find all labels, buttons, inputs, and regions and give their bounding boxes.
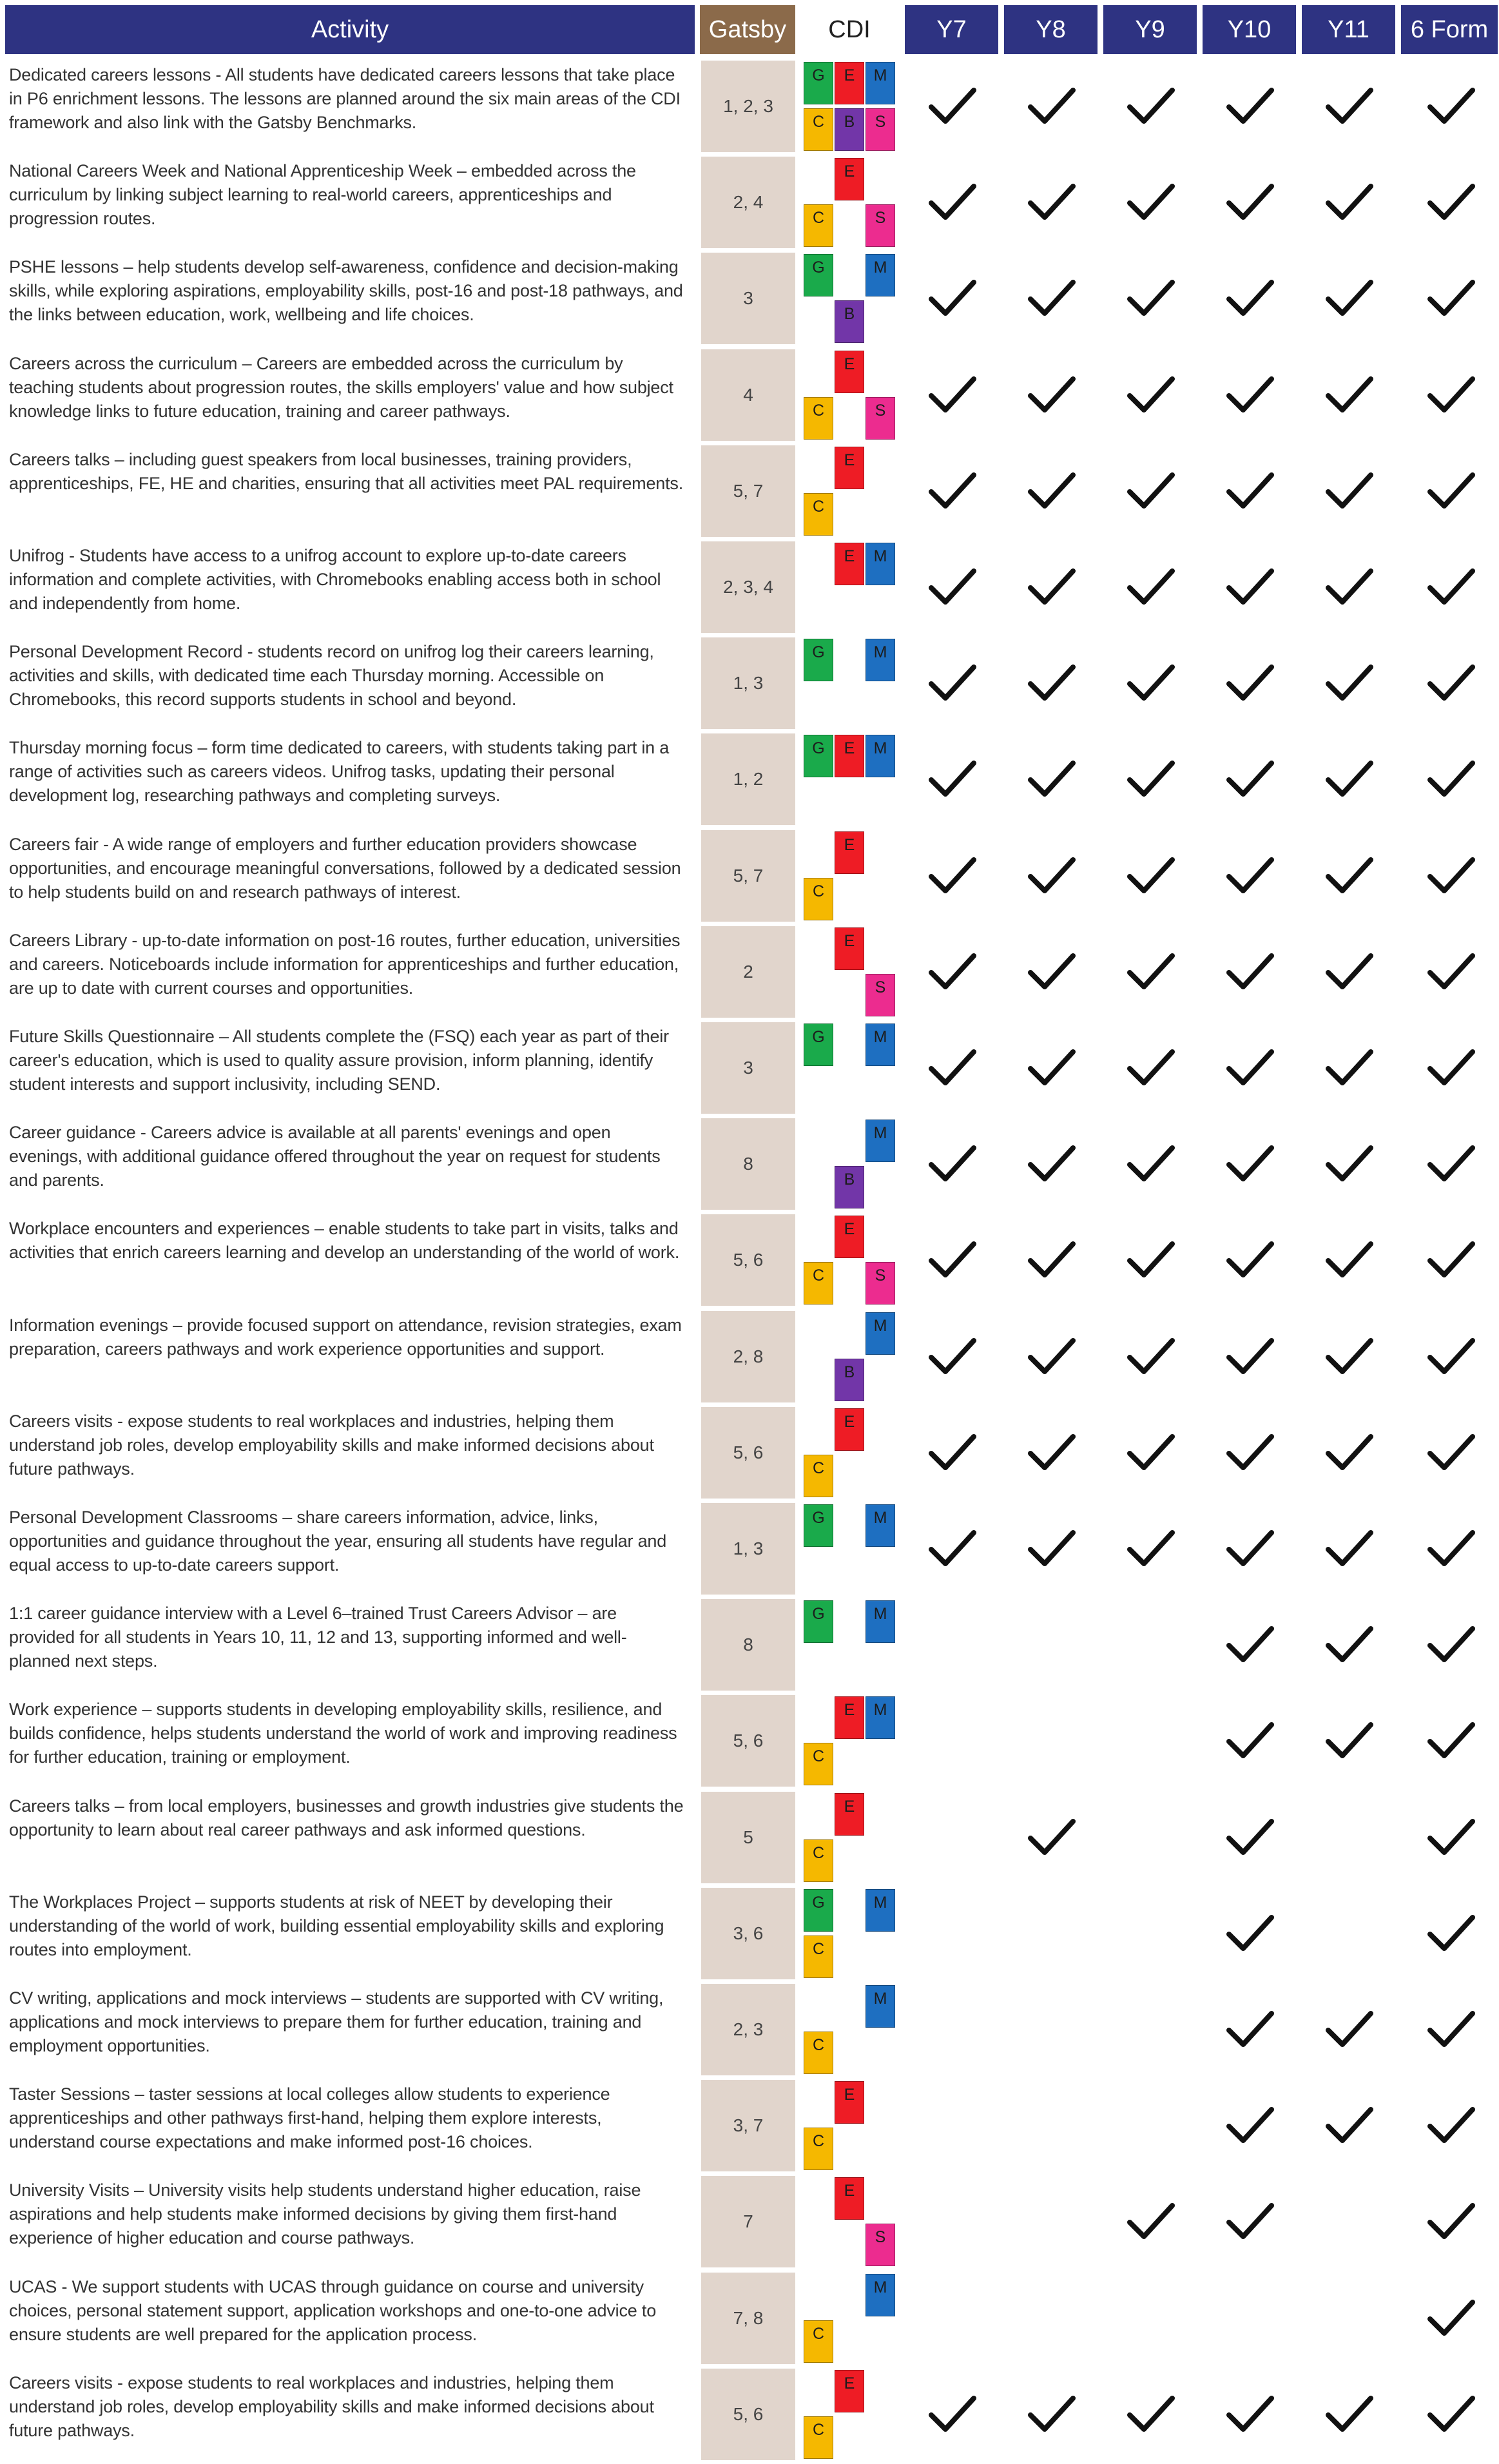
- cdi-badge-m: M: [866, 1120, 895, 1162]
- cdi-areas: [804, 2081, 900, 2173]
- cdi-badge-m: M: [866, 543, 895, 585]
- cdi-badge-e: E: [835, 735, 864, 777]
- gatsby-benchmarks: 2, 4: [701, 157, 795, 248]
- table-row: [0, 1116, 1499, 1212]
- check-icon: [1121, 462, 1179, 520]
- table-row: [0, 1020, 1499, 1116]
- table-row: [0, 731, 1499, 828]
- gatsby-benchmarks: 5, 6: [701, 1214, 795, 1306]
- header-cdi: CDI: [800, 5, 898, 54]
- activity-description: Unifrog - Students have access to a unifrog account to explore up-to-date careers information and complete activities, with Chromebooks enabling access both in school and independently from home.: [9, 546, 661, 613]
- cdi-areas: [804, 1216, 900, 1307]
- check-icon: [922, 558, 980, 616]
- check-icon: [1421, 1809, 1479, 1867]
- header-year-y7: Y7: [905, 5, 998, 54]
- check-icon: [1319, 2385, 1377, 2443]
- cdi-badge-s: S: [866, 397, 895, 440]
- check-icon: [1421, 269, 1479, 327]
- cdi-areas: [804, 831, 900, 923]
- activity-description: Careers talks – from local employers, businesses and growth industries give students the opportunity to learn about real career pathways and ask informed questions.: [9, 1796, 684, 1839]
- cdi-areas: [804, 1504, 900, 1596]
- activity-description: Careers talks – including guest speakers from local businesses, training providers, apprenticeships, FE, HE and charities, ensuring that all activities meet PAL requirements.: [9, 449, 684, 493]
- check-icon: [922, 1135, 980, 1193]
- check-icon: [1421, 1520, 1479, 1578]
- check-icon: [1421, 1039, 1479, 1097]
- check-icon: [1121, 1039, 1179, 1097]
- cdi-areas: [804, 1408, 900, 1500]
- check-icon: [1421, 173, 1479, 231]
- check-icon: [1319, 1424, 1377, 1482]
- check-icon: [1319, 1328, 1377, 1386]
- cdi-badge-c: C: [804, 2032, 833, 2074]
- check-icon: [922, 2385, 980, 2443]
- check-icon: [1220, 269, 1278, 327]
- check-icon: [1121, 654, 1179, 712]
- gatsby-benchmarks: 2, 3: [701, 1984, 795, 2075]
- check-icon: [1421, 366, 1479, 424]
- check-icon: [922, 1231, 980, 1289]
- cdi-areas: [804, 543, 900, 634]
- header-activity: Activity: [5, 5, 695, 54]
- check-icon: [1121, 366, 1179, 424]
- table-row: [0, 58, 1499, 155]
- gatsby-benchmarks: 7, 8: [701, 2273, 795, 2364]
- check-icon: [1421, 462, 1479, 520]
- table-row: [0, 635, 1499, 732]
- check-icon: [1220, 173, 1278, 231]
- check-icon: [1421, 1905, 1479, 1963]
- check-icon: [1121, 558, 1179, 616]
- check-icon: [1319, 750, 1377, 808]
- gatsby-benchmarks: 2, 8: [701, 1311, 795, 1402]
- cdi-badge-b: B: [835, 1166, 864, 1208]
- check-icon: [1121, 847, 1179, 905]
- gatsby-benchmarks: 5, 6: [701, 1695, 795, 1787]
- check-icon: [1220, 1424, 1278, 1482]
- check-icon: [1319, 2001, 1377, 2059]
- gatsby-benchmarks: 5, 6: [701, 2369, 795, 2460]
- check-icon: [1319, 654, 1377, 712]
- gatsby-benchmarks: 1, 3: [701, 1503, 795, 1595]
- check-icon: [1319, 2097, 1377, 2155]
- check-icon: [922, 269, 980, 327]
- gatsby-benchmarks: 2, 3, 4: [701, 541, 795, 633]
- cdi-badge-c: C: [804, 204, 833, 247]
- cdi-badge-e: E: [835, 1696, 864, 1739]
- gatsby-benchmarks: 4: [701, 349, 795, 441]
- check-icon: [922, 1520, 980, 1578]
- cdi-areas: [804, 2177, 900, 2269]
- table-row: [0, 2173, 1499, 2270]
- cdi-badge-e: E: [835, 2370, 864, 2412]
- gatsby-benchmarks: 1, 3: [701, 637, 795, 729]
- header-year-y10: Y10: [1203, 5, 1296, 54]
- check-icon: [1220, 750, 1278, 808]
- gatsby-benchmarks: 5: [701, 1792, 795, 1883]
- cdi-areas: [804, 639, 900, 730]
- activity-description: Thursday morning focus – form time dedicated to careers, with students taking part in a range of activities such as careers videos. Unifrog tasks, updating their personal development log, researching pathways and completing surveys.: [9, 738, 670, 806]
- check-icon: [922, 462, 980, 520]
- check-icon: [1319, 1520, 1377, 1578]
- check-icon: [1220, 1135, 1278, 1193]
- check-icon: [1421, 847, 1479, 905]
- gatsby-benchmarks: 3: [701, 253, 795, 344]
- check-icon: [1021, 1231, 1079, 1289]
- table-row: [0, 154, 1499, 251]
- check-icon: [1021, 558, 1079, 616]
- cdi-badge-g: G: [804, 735, 833, 777]
- gatsby-benchmarks: 8: [701, 1118, 795, 1210]
- check-icon: [1121, 2385, 1179, 2443]
- gatsby-benchmarks: 7: [701, 2176, 795, 2267]
- activity-description: Future Skills Questionnaire – All students complete the (FSQ) each year as part of their career's education, which is used to quality assure provision, inform planning, identify student interests and support inclusivity, including SEND.: [9, 1027, 669, 1094]
- table-row: [0, 1596, 1499, 1693]
- check-icon: [1121, 1424, 1179, 1482]
- check-icon: [1421, 750, 1479, 808]
- cdi-badge-m: M: [866, 1023, 895, 1066]
- table-row: [0, 1981, 1499, 2078]
- cdi-badge-m: M: [866, 62, 895, 104]
- check-icon: [1021, 173, 1079, 231]
- cdi-areas: [804, 447, 900, 538]
- cdi-areas: [804, 2370, 900, 2461]
- check-icon: [1319, 1616, 1377, 1674]
- check-icon: [1121, 1328, 1179, 1386]
- check-icon: [1421, 2097, 1479, 2155]
- check-icon: [1220, 1905, 1278, 1963]
- check-icon: [1319, 1231, 1377, 1289]
- cdi-badge-b: B: [835, 300, 864, 343]
- table-row: [0, 2270, 1499, 2367]
- activity-description: 1:1 career guidance interview with a Level 6–trained Trust Careers Advisor – are provided for all students in Years 10, 11, 12 and 13, supporting informed and well-planned next steps.: [9, 1604, 627, 1671]
- check-icon: [1121, 1231, 1179, 1289]
- check-icon: [1421, 2385, 1479, 2443]
- check-icon: [1021, 1135, 1079, 1193]
- cdi-areas: [804, 927, 900, 1019]
- cdi-badge-e: E: [835, 2177, 864, 2220]
- check-icon: [1220, 1712, 1278, 1770]
- cdi-badge-c: C: [804, 2416, 833, 2459]
- gatsby-benchmarks: 3, 7: [701, 2080, 795, 2171]
- check-icon: [1421, 1231, 1479, 1289]
- activity-description: Careers Library - up-to-date information on post-16 routes, further education, universities and careers. Noticeboards include information for apprenticeships and further education, are up to date with current courses and opportunities.: [9, 930, 681, 998]
- cdi-badge-e: E: [835, 2081, 864, 2124]
- activity-description: PSHE lessons – help students develop self-awareness, confidence and decision-making skills, while exploring aspirations, employability skills, post-16 and post-18 pathways, and the links between education, work, wellbeing and life choices.: [9, 257, 683, 325]
- check-icon: [1421, 1135, 1479, 1193]
- header-year-6-form: 6 Form: [1401, 5, 1498, 54]
- check-icon: [1021, 1424, 1079, 1482]
- gatsby-benchmarks: 8: [701, 1599, 795, 1691]
- table-header: [0, 0, 1499, 55]
- check-icon: [1421, 2289, 1479, 2347]
- activity-description: Taster Sessions – taster sessions at local colleges allow students to experience apprenticeships and other pathways first-hand, helping them explore interests, understand course expectations and make informed post-16 choices.: [9, 2084, 610, 2152]
- cdi-badge-c: C: [804, 2128, 833, 2170]
- check-icon: [922, 1328, 980, 1386]
- check-icon: [1319, 77, 1377, 135]
- activity-description: Personal Development Classrooms – share careers information, advice, links, opportunities and guidance throughout the year, ensuring all students have regular and equal access to up-to-date careers support.: [9, 1508, 667, 1575]
- cdi-areas: [804, 1120, 900, 1211]
- header-gatsby: Gatsby: [700, 5, 795, 54]
- check-icon: [1021, 366, 1079, 424]
- check-icon: [1220, 943, 1278, 1001]
- cdi-badge-m: M: [866, 639, 895, 681]
- header-year-y9: Y9: [1103, 5, 1197, 54]
- cdi-badge-c: C: [804, 1743, 833, 1785]
- cdi-areas: [804, 351, 900, 442]
- check-icon: [1421, 77, 1479, 135]
- check-icon: [922, 1039, 980, 1097]
- cdi-badge-m: M: [866, 735, 895, 777]
- check-icon: [1220, 1039, 1278, 1097]
- cdi-badge-g: G: [804, 1023, 833, 1066]
- table-row: [0, 1885, 1499, 1982]
- cdi-areas: [804, 1985, 900, 2077]
- header-year-y8: Y8: [1004, 5, 1098, 54]
- check-icon: [1220, 2385, 1278, 2443]
- check-icon: [1021, 750, 1079, 808]
- check-icon: [1421, 1328, 1479, 1386]
- check-icon: [1421, 943, 1479, 1001]
- check-icon: [1021, 2385, 1079, 2443]
- check-icon: [1220, 1616, 1278, 1674]
- gatsby-benchmarks: 5, 7: [701, 830, 795, 922]
- check-icon: [1121, 750, 1179, 808]
- cdi-badge-e: E: [835, 1216, 864, 1258]
- check-icon: [1319, 1039, 1377, 1097]
- check-icon: [1421, 2193, 1479, 2251]
- check-icon: [1220, 2097, 1278, 2155]
- cdi-badge-c: C: [804, 1839, 833, 1882]
- check-icon: [1319, 1712, 1377, 1770]
- cdi-badge-g: G: [804, 254, 833, 296]
- cdi-badge-c: C: [804, 1935, 833, 1978]
- check-icon: [1319, 366, 1377, 424]
- check-icon: [1220, 1520, 1278, 1578]
- check-icon: [1021, 269, 1079, 327]
- check-icon: [1220, 1328, 1278, 1386]
- activity-description: The Workplaces Project – supports students at risk of NEET by developing their understanding of the world of work, building essential employability skills and exploring routes into employment.: [9, 1892, 664, 1959]
- check-icon: [922, 173, 980, 231]
- check-icon: [1021, 943, 1079, 1001]
- table-row: [0, 2077, 1499, 2174]
- activity-description: Careers visits - expose students to real workplaces and industries, helping them understand job roles, develop employability skills and make informed decisions about future pathways.: [9, 1411, 654, 1479]
- check-icon: [1021, 1328, 1079, 1386]
- table-row: [0, 924, 1499, 1020]
- cdi-areas: [804, 735, 900, 826]
- cdi-badge-m: M: [866, 1696, 895, 1739]
- cdi-badge-g: G: [804, 62, 833, 104]
- check-icon: [1021, 847, 1079, 905]
- cdi-badge-s: S: [866, 204, 895, 247]
- check-icon: [1121, 1135, 1179, 1193]
- cdi-badge-c: C: [804, 2320, 833, 2363]
- check-icon: [1021, 1809, 1079, 1867]
- activity-description: Work experience – supports students in developing employability skills, resilience, and builds confidence, helps students understand the world of work and improving readiness for further education, training or employment.: [9, 1700, 677, 1767]
- check-icon: [922, 654, 980, 712]
- table-row: [0, 1308, 1499, 1405]
- cdi-badge-e: E: [835, 1408, 864, 1451]
- check-icon: [922, 943, 980, 1001]
- check-icon: [1220, 77, 1278, 135]
- cdi-badge-e: E: [835, 543, 864, 585]
- activity-description: Dedicated careers lessons - All students have dedicated careers lessons that take place in P6 enrichment lessons. The lessons are planned around the six main areas of the CDI framework and also link with the Gatsby Benchmarks.: [9, 65, 681, 132]
- cdi-areas: [804, 1600, 900, 1692]
- activity-description: Careers fair - A wide range of employers and further education providers showcase opportunities, and encourage meaningful conversations, followed by a dedicated session to help students build on and research pathways of interest.: [9, 834, 681, 902]
- activity-description: Careers across the curriculum – Careers are embedded across the curriculum by teaching students about progression routes, the skills employers' value and how subject knowledge links to future education, training and career pathways.: [9, 353, 673, 421]
- table-row: [0, 828, 1499, 924]
- check-icon: [1421, 558, 1479, 616]
- cdi-badge-c: C: [804, 1455, 833, 1497]
- cdi-areas: [804, 158, 900, 249]
- check-icon: [1319, 943, 1377, 1001]
- cdi-areas: [804, 1023, 900, 1115]
- cdi-badge-g: G: [804, 1889, 833, 1932]
- check-icon: [1121, 1520, 1179, 1578]
- cdi-areas: [804, 1696, 900, 1788]
- cdi-badge-m: M: [866, 254, 895, 296]
- activity-description: CV writing, applications and mock interviews – students are supported with CV writing, applications and mock interviews to prepare them for further education, training and employment opportunities.: [9, 1988, 664, 2055]
- header-year-y11: Y11: [1302, 5, 1395, 54]
- check-icon: [1021, 1520, 1079, 1578]
- table-row: [0, 250, 1499, 347]
- check-icon: [1121, 77, 1179, 135]
- cdi-areas: [804, 1793, 900, 1885]
- cdi-badge-e: E: [835, 62, 864, 104]
- check-icon: [1319, 847, 1377, 905]
- check-icon: [1021, 654, 1079, 712]
- cdi-badge-c: C: [804, 108, 833, 151]
- check-icon: [1220, 558, 1278, 616]
- table-row: [0, 443, 1499, 539]
- activity-description: Career guidance - Careers advice is available at all parents' evenings and open evenings, with additional guidance offered throughout the year on request for students and parents.: [9, 1123, 661, 1190]
- cdi-badge-m: M: [866, 1504, 895, 1547]
- cdi-areas: [804, 62, 900, 153]
- table-row: [0, 1500, 1499, 1597]
- check-icon: [1421, 654, 1479, 712]
- check-icon: [1021, 77, 1079, 135]
- activity-description: University Visits – University visits help students understand higher education, raise aspirations and help students make informed decisions by giving them first-hand experience of higher education and course pathways.: [9, 2180, 641, 2248]
- cdi-badge-c: C: [804, 1262, 833, 1305]
- gatsby-benchmarks: 1, 2, 3: [701, 61, 795, 152]
- check-icon: [922, 750, 980, 808]
- gatsby-benchmarks: 5, 7: [701, 445, 795, 537]
- check-icon: [1220, 366, 1278, 424]
- cdi-areas: [804, 254, 900, 345]
- gatsby-benchmarks: 2: [701, 926, 795, 1018]
- check-icon: [1220, 1231, 1278, 1289]
- check-icon: [1021, 462, 1079, 520]
- table-row: [0, 1404, 1499, 1501]
- table-row: [0, 2366, 1499, 2463]
- check-icon: [1319, 558, 1377, 616]
- cdi-areas: [804, 1889, 900, 1981]
- table-row: [0, 347, 1499, 443]
- cdi-badge-g: G: [804, 639, 833, 681]
- check-icon: [922, 1424, 980, 1482]
- cdi-badge-m: M: [866, 1312, 895, 1355]
- cdi-badge-b: B: [835, 1359, 864, 1401]
- gatsby-benchmarks: 3, 6: [701, 1888, 795, 1979]
- check-icon: [1421, 1616, 1479, 1674]
- cdi-badge-e: E: [835, 831, 864, 874]
- cdi-badge-g: G: [804, 1504, 833, 1547]
- check-icon: [1121, 2193, 1179, 2251]
- cdi-badge-e: E: [835, 447, 864, 489]
- check-icon: [1421, 1712, 1479, 1770]
- check-icon: [1319, 1135, 1377, 1193]
- check-icon: [1319, 269, 1377, 327]
- gatsby-benchmarks: 5, 6: [701, 1407, 795, 1499]
- cdi-badge-e: E: [835, 1793, 864, 1836]
- cdi-areas: [804, 2274, 900, 2365]
- activity-description: Workplace encounters and experiences – enable students to take part in visits, talks and activities that enrich careers learning and develop an understanding of the world of work.: [9, 1219, 680, 1263]
- cdi-badge-e: E: [835, 927, 864, 970]
- check-icon: [1220, 1809, 1278, 1867]
- cdi-badge-s: S: [866, 974, 895, 1016]
- cdi-badge-m: M: [866, 1600, 895, 1643]
- activity-description: Careers visits - expose students to real workplaces and industries, helping them understand job roles, develop employability skills and make informed decisions about future pathways.: [9, 2372, 654, 2440]
- gatsby-benchmarks: 1, 2: [701, 733, 795, 825]
- table-row: [0, 539, 1499, 635]
- table-row: [0, 1789, 1499, 1886]
- cdi-badge-m: M: [866, 2274, 895, 2316]
- activity-description: UCAS - We support students with UCAS through guidance on course and university choices, personal statement support, application workshops and one-to-one advice to ensure students are well prepared for the application process.: [9, 2276, 657, 2344]
- check-icon: [1021, 1039, 1079, 1097]
- check-icon: [1319, 173, 1377, 231]
- activity-description: National Careers Week and National Apprenticeship Week – embedded across the curriculum by linking subject learning to real-world careers, apprenticeships and progression routes.: [9, 161, 636, 229]
- cdi-badge-c: C: [804, 878, 833, 920]
- cdi-badge-b: B: [835, 108, 864, 151]
- activity-description: Personal Development Record - students record on unifrog log their careers learning, activities and skills, with dedicated time each Thursday morning. Accessible on Chromebooks, this record supports students in school and beyond.: [9, 642, 654, 710]
- check-icon: [1121, 269, 1179, 327]
- check-icon: [1220, 2001, 1278, 2059]
- activity-description: Information evenings – provide focused support on attendance, revision strategies, exam preparation, careers pathways and work experience opportunities and support.: [9, 1315, 682, 1359]
- cdi-badge-s: S: [866, 1262, 895, 1305]
- cdi-badge-c: C: [804, 397, 833, 440]
- cdi-badge-c: C: [804, 493, 833, 536]
- cdi-badge-e: E: [835, 158, 864, 200]
- cdi-badge-m: M: [866, 1985, 895, 2028]
- check-icon: [1421, 1424, 1479, 1482]
- cdi-areas: [804, 1312, 900, 1404]
- check-icon: [1421, 2001, 1479, 2059]
- cdi-badge-s: S: [866, 2224, 895, 2266]
- cdi-badge-e: E: [835, 351, 864, 393]
- check-icon: [1319, 462, 1377, 520]
- check-icon: [1220, 847, 1278, 905]
- table-row: [0, 1693, 1499, 1789]
- check-icon: [922, 77, 980, 135]
- check-icon: [922, 366, 980, 424]
- check-icon: [1220, 2193, 1278, 2251]
- table-row: [0, 1212, 1499, 1308]
- gatsby-benchmarks: 3: [701, 1022, 795, 1114]
- check-icon: [1220, 654, 1278, 712]
- cdi-badge-m: M: [866, 1889, 895, 1932]
- cdi-badge-g: G: [804, 1600, 833, 1643]
- check-icon: [1121, 173, 1179, 231]
- check-icon: [1220, 462, 1278, 520]
- check-icon: [1121, 943, 1179, 1001]
- check-icon: [922, 847, 980, 905]
- cdi-badge-s: S: [866, 108, 895, 151]
